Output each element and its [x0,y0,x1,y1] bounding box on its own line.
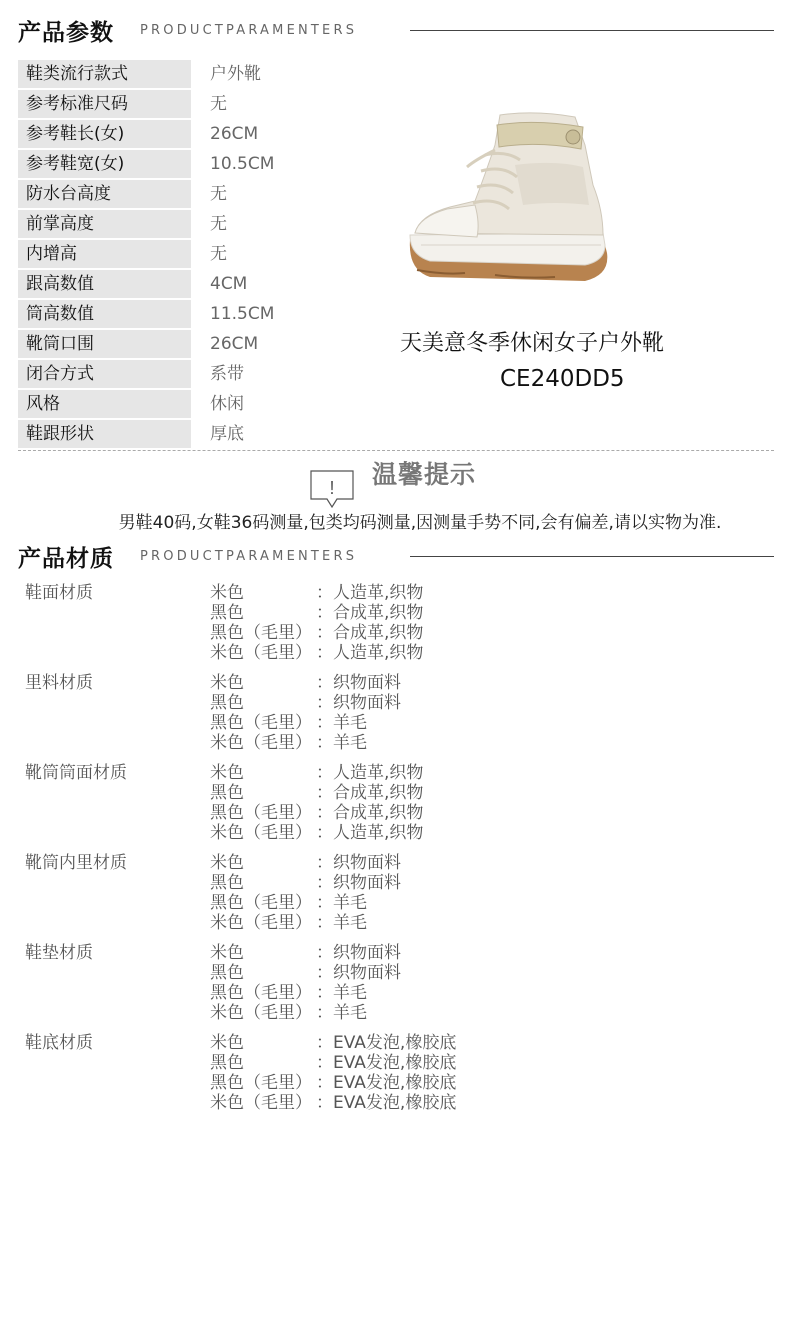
material-row [210,803,423,823]
material-row [210,943,401,963]
material-value: ：人造革,织物 [316,823,424,843]
material-row [210,963,401,983]
material-value: ：合成革,织物 [316,803,424,823]
param-label: 鞋类流行款式 [18,60,191,88]
material-row [210,1073,456,1093]
material-value: ：EVA发泡,橡胶底 [316,1093,457,1113]
material-row [210,983,367,1003]
param-row [18,270,348,300]
dashed-divider [18,450,774,451]
material-value: ：合成革,织物 [316,603,424,623]
materials-section-header [18,534,774,574]
material-value: ：人造革,织物 [316,643,424,663]
material-value: ：织物面料 [316,943,401,963]
param-label: 闭合方式 [18,360,191,388]
product-image [405,105,615,295]
param-row [18,240,348,270]
param-label: 内增高 [18,240,191,268]
param-row [18,60,348,90]
material-label: 靴筒筒面材质 [25,763,127,783]
material-value: ：羊毛 [316,983,367,1003]
material-value: ：织物面料 [316,673,401,693]
material-value: ：羊毛 [316,713,367,733]
tip-text: 男鞋40码,女鞋36码测量,包类均码测量,因测量手势不同,会有偏差,请以实物为准. [118,513,722,533]
material-row [210,733,367,753]
material-color: 黑色 [210,783,244,803]
tip-icon-glyph: ! [329,478,335,498]
speech-bubble-icon [310,470,354,510]
materials-list [25,583,765,1123]
params-section-title: 产品参数 [18,20,114,46]
material-color: 米色（毛里） [210,1003,312,1023]
param-label: 前掌高度 [18,210,191,238]
material-value: ：EVA发泡,橡胶底 [316,1073,457,1093]
material-color: 黑色（毛里） [210,803,312,823]
material-label: 鞋底材质 [25,1033,93,1053]
param-value: 26CM [210,124,259,144]
product-model: CE240DD5 [500,366,625,392]
material-group [25,763,765,853]
param-row [18,90,348,120]
material-row [210,823,423,843]
material-value: ：合成革,织物 [316,783,424,803]
material-color: 黑色（毛里） [210,713,312,733]
material-color: 米色 [210,673,244,693]
material-color: 黑色 [210,873,244,893]
material-color: 米色 [210,1033,244,1053]
material-color: 米色 [210,583,244,603]
param-row [18,210,348,240]
param-value: 11.5CM [210,304,275,324]
material-color: 米色（毛里） [210,1093,312,1113]
param-value: 户外靴 [210,64,261,84]
materials-section-title: 产品材质 [18,546,114,572]
material-row [210,693,401,713]
material-color: 米色（毛里） [210,823,312,843]
material-color: 黑色 [210,693,244,713]
material-row [210,1053,456,1073]
material-row [210,623,423,643]
param-row [18,150,348,180]
param-value: 无 [210,214,227,234]
param-label: 风格 [18,390,191,418]
params-section-header [18,8,774,48]
param-row [18,360,348,390]
param-row [18,120,348,150]
material-color: 米色（毛里） [210,913,312,933]
material-color: 米色（毛里） [210,643,312,663]
param-row [18,300,348,330]
param-label: 防水台高度 [18,180,191,208]
material-row [210,893,367,913]
header-rule [410,556,774,557]
param-label: 筒高数值 [18,300,191,328]
params-section-subtitle: PRODUCTPARAMENTERS [140,23,358,38]
material-value: ：人造革,织物 [316,583,424,603]
material-label: 鞋垫材质 [25,943,93,963]
param-row [18,420,348,450]
material-color: 米色 [210,853,244,873]
param-value: 10.5CM [210,154,275,174]
param-value: 厚底 [210,424,244,444]
product-name: 天美意冬季休闲女子户外靴 [400,331,665,356]
material-value: ：羊毛 [316,893,367,913]
param-label: 跟高数值 [18,270,191,298]
material-row [210,1093,456,1113]
material-value: ：合成革,织物 [316,623,424,643]
material-value: ：羊毛 [316,1003,367,1023]
material-value: ：织物面料 [316,873,401,893]
param-value: 无 [210,94,227,114]
tip-title: 温馨提示 [372,460,477,489]
materials-section-subtitle: PRODUCTPARAMENTERS [140,549,358,564]
material-value: ：羊毛 [316,733,367,753]
material-row [210,603,423,623]
material-group [25,673,765,763]
param-row [18,390,348,420]
material-group [25,943,765,1033]
material-label: 靴筒内里材质 [25,853,127,873]
header-rule [410,30,774,31]
param-row [18,180,348,210]
material-row [210,1003,367,1023]
material-color: 黑色（毛里） [210,983,312,1003]
material-value: ：羊毛 [316,913,367,933]
material-group [25,853,765,943]
material-value: ：人造革,织物 [316,763,424,783]
material-label: 鞋面材质 [25,583,93,603]
material-color: 黑色（毛里） [210,893,312,913]
material-row [210,763,423,783]
material-color: 米色 [210,943,244,963]
material-value: ：EVA发泡,橡胶底 [316,1053,457,1073]
param-value: 无 [210,244,227,264]
material-color: 黑色 [210,603,244,623]
material-row [210,713,367,733]
material-color: 黑色 [210,1053,244,1073]
material-value: ：EVA发泡,橡胶底 [316,1033,457,1053]
material-color: 黑色 [210,963,244,983]
param-label: 参考标准尺码 [18,90,191,118]
material-row [210,913,367,933]
material-row [210,853,401,873]
param-value: 26CM [210,334,259,354]
param-value: 4CM [210,274,248,294]
material-row [210,1033,456,1053]
material-value: ：织物面料 [316,693,401,713]
material-row [210,673,401,693]
material-row [210,783,423,803]
param-value: 系带 [210,364,244,384]
material-color: 米色 [210,763,244,783]
material-color: 米色（毛里） [210,733,312,753]
param-label: 鞋跟形状 [18,420,191,448]
param-value: 无 [210,184,227,204]
material-row [210,583,423,603]
material-label: 里料材质 [25,673,93,693]
material-value: ：织物面料 [316,853,401,873]
param-label: 参考鞋长(女) [18,120,191,148]
material-color: 黑色（毛里） [210,1073,312,1093]
material-row [210,643,423,663]
param-label: 靴筒口围 [18,330,191,358]
param-row [18,330,348,360]
material-value: ：织物面料 [316,963,401,983]
material-row [210,873,401,893]
param-value: 休闲 [210,394,244,414]
material-color: 黑色（毛里） [210,623,312,643]
params-table [18,60,348,450]
param-label: 参考鞋宽(女) [18,150,191,178]
material-group [25,1033,765,1123]
material-group [25,583,765,673]
